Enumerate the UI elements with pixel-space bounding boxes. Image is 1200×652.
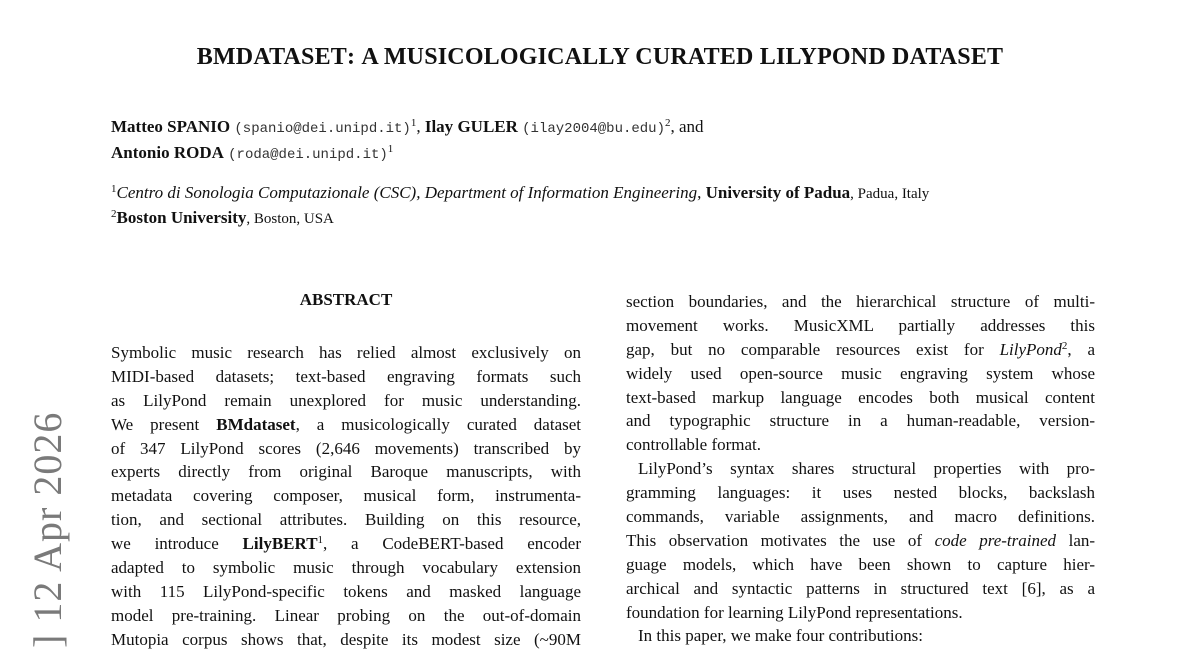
title-dataset: DATASET [235,44,347,70]
author-1-first: Matteo [111,117,163,136]
affil-2-sup: 2 [111,208,117,220]
abstract-line: Mutopia corpus shows that, despite its modest size (~90M [111,629,581,649]
intro-line: archical and syntactic patterns in structured text [6], as a [626,578,1095,598]
author-1-last: SPANIO [167,117,231,136]
intro-line: text-based markup language encodes both musical content [626,387,1095,407]
intro-line: guage models, which have been shown to capture hier- [626,554,1095,574]
lilypond-term: LilyPond [999,339,1062,359]
abstract-line: with 115 LilyPond-specific tokens and masked language [111,581,581,601]
affil-2-place: , Boston, USA [246,211,334,227]
abstract-heading: ABSTRACT [299,290,393,309]
footnote-1-mark[interactable]: 1 [317,534,324,547]
author-2-last: GULER [457,117,518,136]
author-2-first: Ilay [424,117,454,136]
author-3-sup: 1 [387,143,394,155]
intro-line: gramming languages: it uses nested blocks, backslash [626,483,1095,503]
author-3-last: RODA [173,143,224,162]
affiliations: $^1$Centro di Sonologia Computazionale (CSC), Department of Information Engineering, University of Padua, Padua, Italy $^2$Boston University, Boston, USA [111,183,930,227]
abstract-line: adapted to symbolic music through vocabulary extension [111,558,581,578]
title-subtitle: A MUSICOLOGICALLY CURATED LILYPOND DATASET [361,44,1004,70]
abstract-line: model pre-training. Linear probing on the out-of-domain [111,605,581,625]
affil-2-university: Boston University [116,208,247,227]
affil-1-sup: 1 [111,183,117,195]
intro-line: foundation for learning LilyPond representations. [626,602,963,622]
abstract-line: Symbolic music research has relied almost exclusively on [111,343,581,362]
abstract-line: as LilyPond remain unexplored for music understanding. [111,390,581,410]
author-2-sup: 2 [664,117,671,129]
arxiv-stamp: ] 12 Apr 2026 [25,411,70,648]
abstract-body [111,341,581,652]
affil-1-center: Centro di Sonologia Computazionale (CSC), Department of Information Engineering [116,183,698,202]
author-and: , and [670,117,704,136]
intro-body [626,290,1095,648]
intro-line: This observation motivates the use of code pre-trained lan- [626,530,1095,550]
intro-line: movement works. MusicXML partially addresses this [626,315,1095,335]
intro-line: widely used open-source music engraving system whose [626,363,1095,383]
affil-1-place: , Padua, Italy [850,186,930,202]
paper-title [0,44,1200,71]
affil-1-university: University of Padua [705,183,851,202]
intro-line: gap, but no comparable resources exist for LilyPond$^2$, a [626,339,1095,359]
intro-line: and typographic structure in a human-readable, version- [626,411,1095,431]
author-3-email[interactable]: (roda@dei.unipd.it) [228,147,388,163]
abstract-line: We present BMdataset, a musicologically curated dataset [111,414,581,434]
author-3-first: Antonio [111,143,170,162]
intro-line: In this paper, we make four contributions: [638,626,923,646]
abstract-line: experts directly from original Baroque manuscripts, with [111,462,581,482]
intro-line: controllable format. [626,435,762,455]
abstract-line: tion, and sectional attributes. Building on this resource, [111,510,581,530]
author-1-email[interactable]: (spanio@dei.unipd.it) [234,121,411,137]
abstract-line: of 347 LilyPond scores (2,646 movements) transcribed by [111,438,581,458]
abstract-line: metadata covering composer, musical form, instrumenta- [111,486,581,506]
intro-line: LilyPond’s syntax shares structural properties with pro- [638,459,1095,479]
abstract-line: MIDI-based datasets; text-based engraving formats such [111,366,581,386]
bmdataset-term: BMdataset [216,414,296,434]
title-colon: : [347,44,356,70]
footnote-2-mark[interactable]: 2 [1061,339,1068,352]
lilybert-term: LilyBERT [242,534,318,554]
title-bm: BM [196,44,236,70]
author-list: Matteo SPANIO (spanio@dei.unipd.it)$^1$, Ilay GULER (ilay2004@bu.edu)$^2$, and Antonio RODA (roda@dei.unipd.it)$^1$ [111,117,704,163]
intro-line: section boundaries, and the hierarchical structure of multi- [626,292,1095,311]
code-pretrained-term: code pre-trained [934,530,1057,550]
abstract-line: we introduce LilyBERT$^1$, a CodeBERT-based encoder [111,534,581,554]
author-1-sup: 1 [410,117,417,129]
intro-line: commands, variable assignments, and macro definitions. [626,507,1095,527]
author-2-email[interactable]: (ilay2004@bu.edu) [522,121,665,137]
